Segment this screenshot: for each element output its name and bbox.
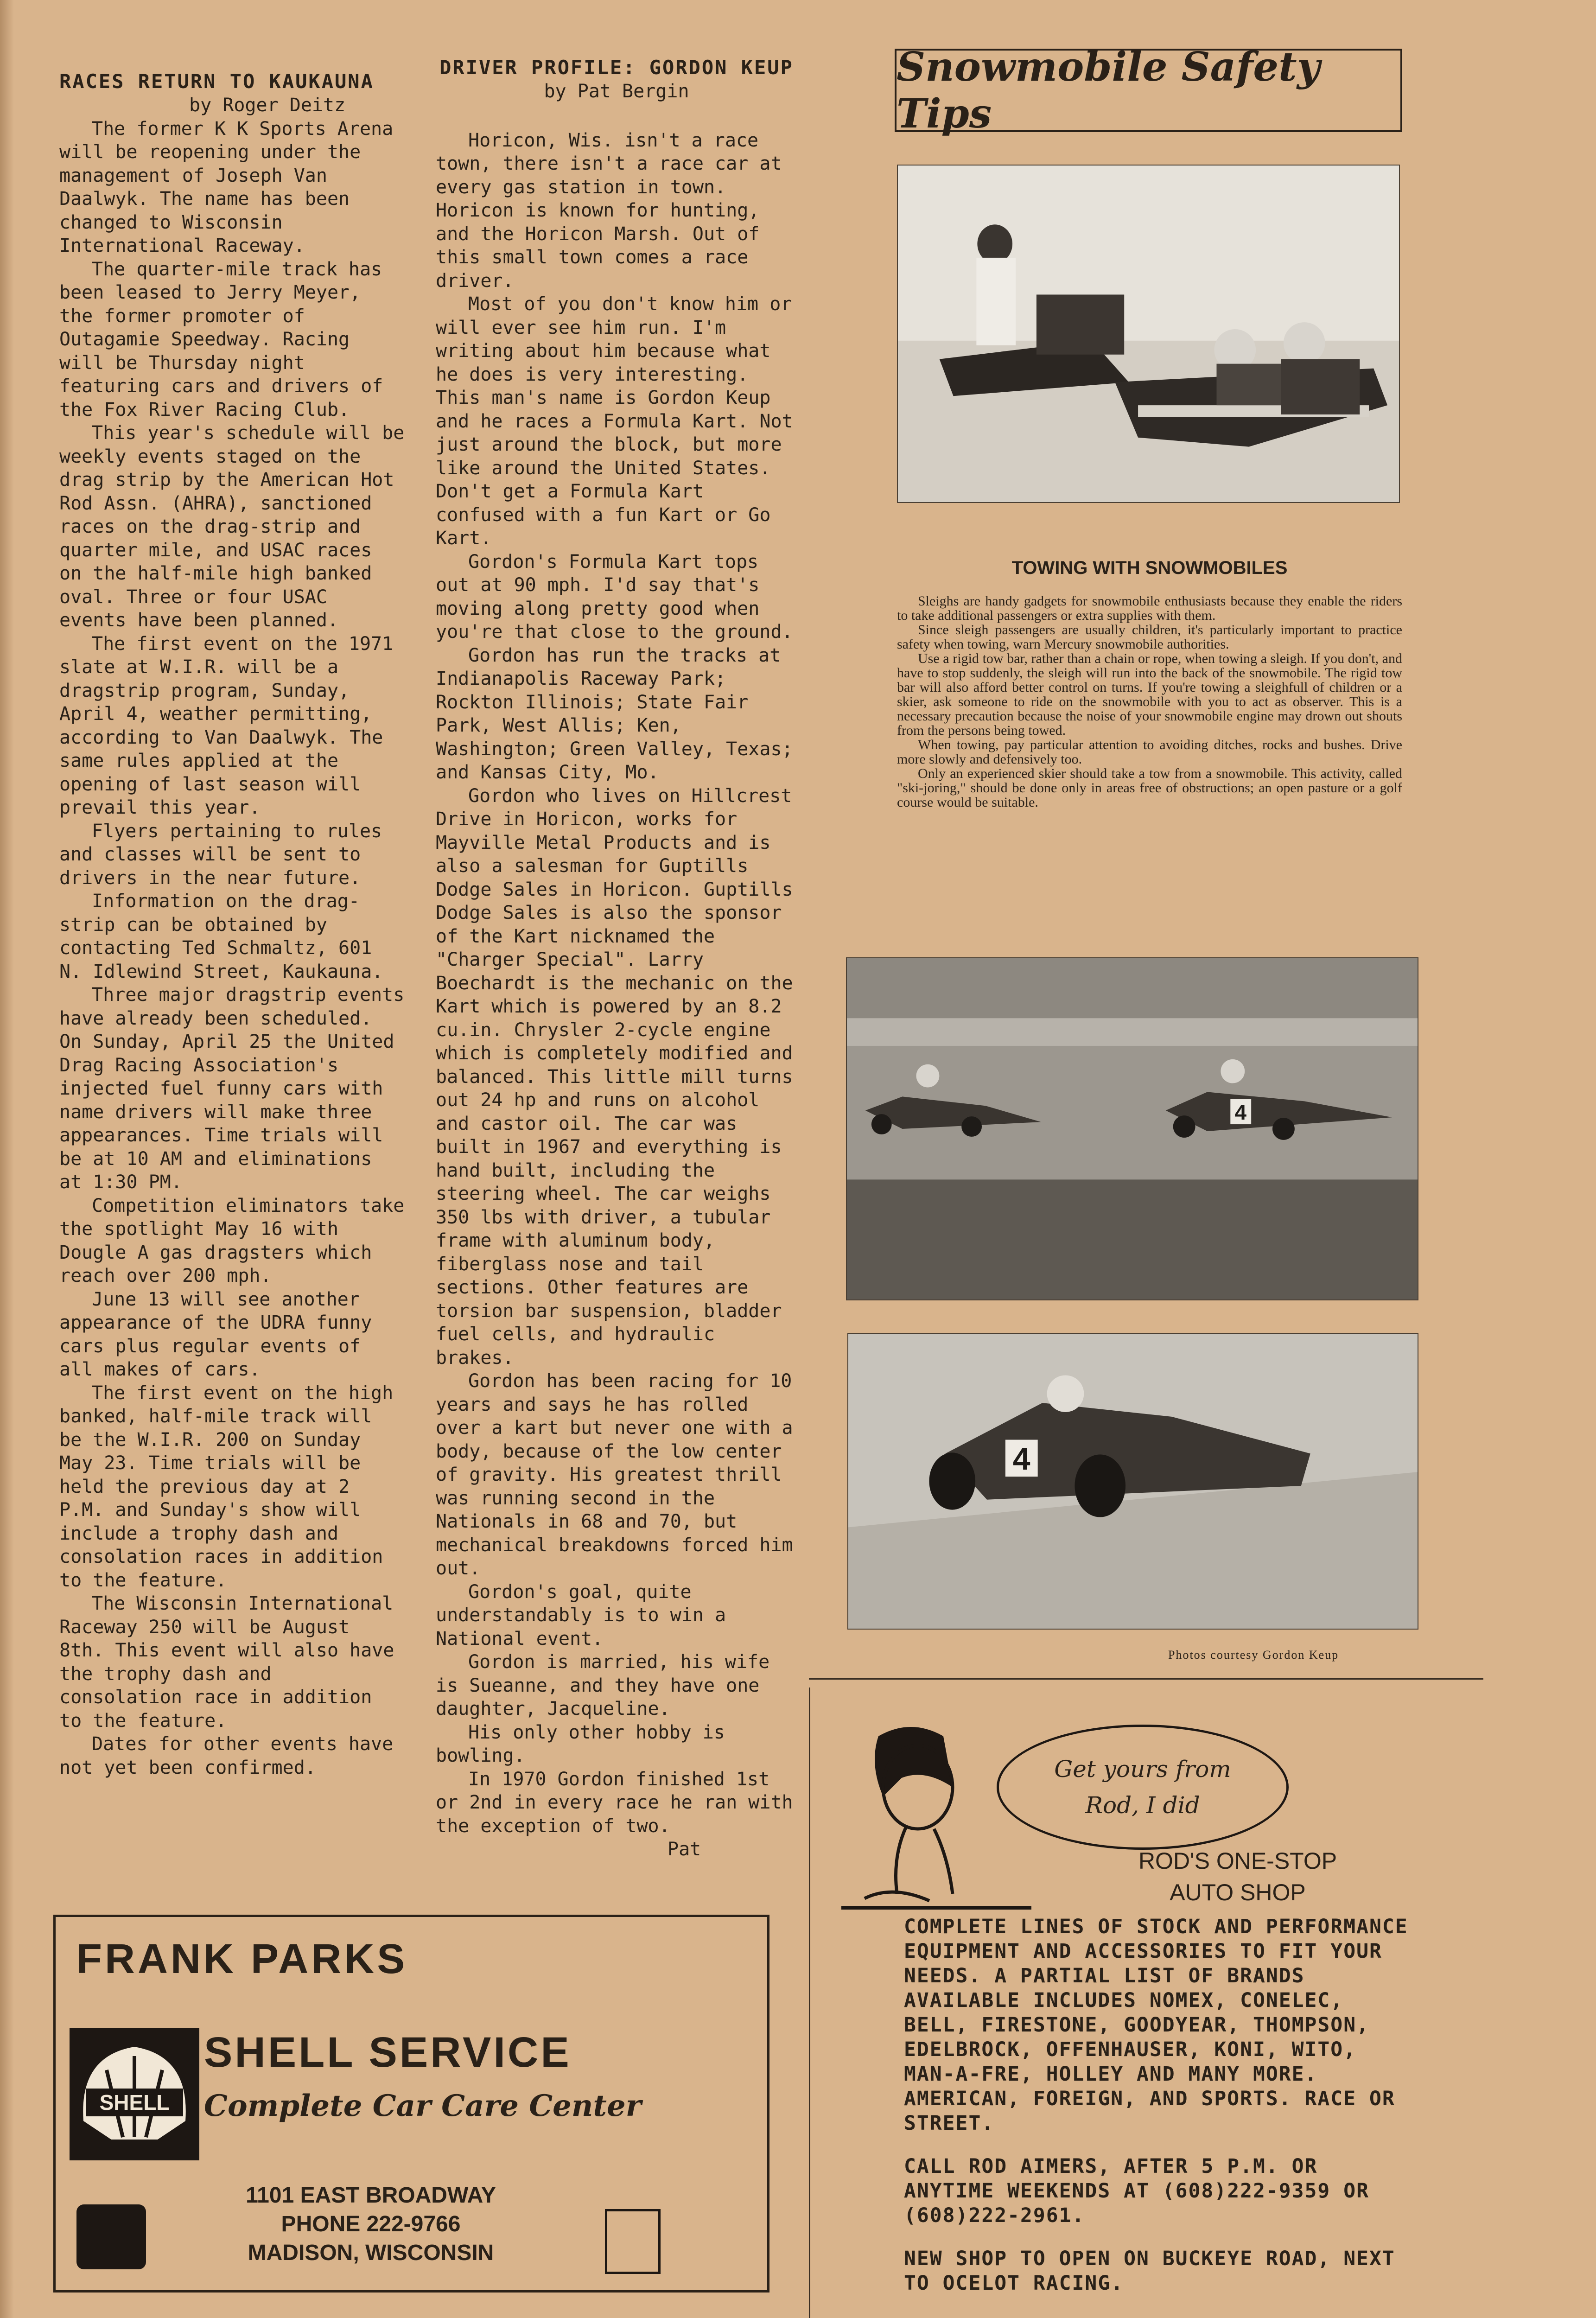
shop-contact: CALL ROD AIMERS, AFTER 5 P.M. OR ANYTIME WEEKENDS AT (608)222-9359 OR (608)222-2961. — [904, 2155, 1369, 2227]
paragraph: June 13 will see another appearance of the UDRA funny cars plus regular events of all makes of cars. — [59, 1288, 372, 1380]
kart-number: 4 — [1012, 1442, 1030, 1477]
speech-bubble — [997, 1725, 1289, 1850]
paragraph: Sleighs are handy gadgets for snowmobile enthusiasts because they enable the riders to take additional passengers or extra supplies with them. — [897, 593, 1402, 623]
allstate-icon — [76, 2204, 146, 2269]
article-driver-profile — [436, 56, 797, 1861]
paragraph: Gordon's Formula Kart tops out at 90 mph. I'd say that's moving along pretty good when you're that close to the ground. — [436, 551, 793, 643]
paragraph: Since sleigh passengers are usually children, it's particularly important to practice safety when towing, warn Mercury snowmobile authorities. — [897, 622, 1402, 652]
snowmobile-sleigh-photo — [897, 165, 1400, 503]
karts-racing-photo — [846, 957, 1418, 1300]
towing-heading: TOWING WITH SNOWMOBILES — [1011, 558, 1288, 578]
paragraph: Gordon's goal, quite understandably is to win a National event. — [436, 1581, 726, 1649]
paragraph: In 1970 Gordon finished 1st or 2nd in every race he ran with the exception of two. — [436, 1768, 793, 1837]
headline-races-return: RACES RETURN TO KAUKAUNA — [59, 70, 374, 93]
headline-driver-profile: DRIVER PROFILE: GORDON KEUP — [439, 56, 794, 79]
paragraph: When towing, pay particular attention to avoiding ditches, rocks and bushes. Drive more slowly and defensively too. — [897, 737, 1402, 767]
woman-illustration-icon — [837, 1718, 1031, 1917]
paragraph: Information on the drag-strip can be obtained by contacting Ted Schmaltz, 601 N. Idlewind Street, Kaukauna. — [59, 891, 383, 982]
snowmobile-safety-title: Snowmobile Safety Tips — [895, 49, 1402, 132]
green-stamps-icon — [605, 2209, 661, 2274]
phone-number: PHONE 222-9766 — [281, 2212, 461, 2236]
paragraph: The former K K Sports Arena will be reopening under the management of Joseph Van Daalwyk. The name has been changed to Wisconsin International Raceway. — [59, 118, 394, 256]
shop-details — [904, 1915, 1414, 2314]
paragraph: Competition eliminators take the spotlight May 16 with Dougle A gas dragsters which reach over 200 mph. — [59, 1195, 405, 1286]
divider-vertical — [809, 1688, 810, 2318]
byline-bergin: by Pat Bergin — [544, 81, 689, 102]
paragraph: Gordon has run the tracks at Indianapolis Raceway Park; Rockton Illinois; State Fair Park, West Allis; Ken, Washington; Green Valley, Texas; and Kansas City, Mo. — [436, 644, 793, 783]
paragraph: Most of you don't know him or will ever see him run. I'm writing about him because what he does is very interesting. This man's name is Gordon Keup and he races a Formula Kart. Not just around the block, but more like around the United States. Don't get a Formula Kart confused with a fun Kart or Go Kart. — [436, 293, 793, 549]
city: MADISON, WISCONSIN — [248, 2241, 494, 2265]
paragraph: His only other hobby is bowling. — [436, 1721, 725, 1766]
paragraph: Three major dragstrip events have already been scheduled. On Sunday, April 25 the United Drag Racing Association's injected fuel funny cars with name drivers will make three appearances. Time trials will be at 10 AM and eliminations at 1:30 PM. — [59, 984, 405, 1193]
paragraph: Gordon who lives on Hillcrest Drive in Horicon, works for Mayville Metal Products and is also a salesman for Guptills Dodge Sales in Horicon. Guptills Dodge Sales is also the sponsor of the Kart nicknamed the "Charger Special". Larry Boechardt is the mechanic on the Kart which is powered by an 8.2 cu.in. Chrysler 2-cycle engine which is completely modified and balanced. This little mill turns out 24 hp and runs on alcohol and castor oil. The car was built in 1967 and everything is hand built, including the steering wheel. The car weighs 350 lbs with driver, a tubular frame with aluminum body, fiberglass nose and tail sections. Other features are torsion bar suspension, bladder fuel cells, and hydraulic brakes. — [436, 785, 793, 1369]
kart-number: 4 — [1234, 1101, 1246, 1125]
shell-service: SHELL SERVICE — [204, 2029, 572, 2076]
paragraph: This year's schedule will be weekly events staged on the drag strip by the American Hot Rod Assn. (AHRA), sanctioned races on the drag-strip and quarter mile, and USAC races on the half-mile high banked oval. Three or four USAC events have been planned. — [59, 422, 405, 631]
paragraph: Dates for other events have not yet been confirmed. — [59, 1733, 394, 1778]
kart-closeup-photo — [847, 1333, 1418, 1630]
shop-new-location: NEW SHOP TO OPEN ON BUCKEYE ROAD, NEXT TO OCELOT RACING. — [904, 2247, 1395, 2295]
article-races-return — [59, 70, 405, 1779]
paragraph: The quarter-mile track has been leased to Jerry Meyer, the former promoter of Outagamie Speedway. Racing will be Thursday night featuring cars and drivers of the Fox River Racing Club. — [59, 258, 383, 420]
address-block — [167, 2181, 575, 2267]
paragraph: Use a rigid tow bar, rather than a chain or rope, when towing a sleigh. If you don't, and have to stop suddenly, the sleigh will run into the back of the snowmobile. The rigid tow bar will also afford better control on turns. If you're towing a sleighfull of children or a skier, ask someone to ride on the snowmobile with you to act as observer. This is a necessary precaution because the noise of your snowmobile engine may drown out shouts from the persons being towed. — [897, 651, 1402, 738]
paragraph: Only an experienced skier should take a tow from a snowmobile. This activity, called "ski-joring," should be done only in areas free of obstructions; an open pasture or a golf course would be suitable. — [897, 766, 1402, 810]
shop-description: COMPLETE LINES OF STOCK AND PERFORMANCE EQUIPMENT AND ACCESSORIES TO FIT YOUR NEEDS. A PARTIAL LIST OF BRANDS AVAILABLE INCLUDES NOMEX, CONELEC, BELL, FIRESTONE, GOODYEAR, THOMPSON, EDELBROCK, OFFENHAUSER, KONI, WITO, MAN-A-FRE, HOLLEY AND MANY MORE. AMERICAN, FOREIGN, AND SPORTS. RACE OR STREET. — [904, 1915, 1408, 2135]
ad-title: FRANK PARKS — [76, 1936, 408, 1982]
bubble-line-2: Rod, I did — [1085, 1792, 1200, 1819]
paragraph: Gordon has been racing for 10 years and says he has rolled over a kart but never one with a body, because of the low center of gravity. His greatest thrill was running second in the Nationals in 68 and 70, but mechanical breakdowns forced him out. — [436, 1370, 793, 1579]
paragraph: Horicon, Wis. isn't a race town, there isn't a race car at every gas station in town. Horicon is known for hunting, and the Horicon Marsh. Out of this small town comes a race driver. — [436, 129, 782, 292]
towing-article — [897, 558, 1402, 810]
paragraph: The first event on the high banked, half-mile track will be the W.I.R. 200 on Sunday May 23. Time trials will be held the previous day at 2 P.M. and Sunday's show will include a trophy dash and consolation races in addition to the feature. — [59, 1382, 394, 1591]
paragraph: Gordon is married, his wife is Sueanne, and they have one daughter, Jacqueline. — [436, 1651, 770, 1719]
page-edge — [0, 0, 14, 2318]
shop-name — [1117, 1845, 1358, 1908]
paragraph: The first event on the 1971 slate at W.I.R. will be a dragstrip program, Sunday, April 4, weather permitting, according to Van Daalwyk. The same rules applied at the opening of last season will prevail this year. — [59, 633, 394, 818]
bubble-line-1: Get yours from — [1054, 1756, 1231, 1783]
shell-logo-text: SHELL — [99, 2090, 170, 2114]
signature: Pat — [668, 1839, 701, 1860]
shop-name-line-2: AUTO SHOP — [1170, 1879, 1306, 1905]
divider-horizontal — [809, 1678, 1483, 1680]
ad-frank-parks-shell — [53, 1915, 769, 2293]
paragraph: The Wisconsin International Raceway 250 will be August 8th. This event will also have the trophy dash and consolation race in addition to the feature. — [59, 1593, 394, 1732]
shop-name-line-1: ROD'S ONE-STOP — [1138, 1848, 1337, 1874]
photo-credit: Photos courtesy Gordon Keup — [1168, 1648, 1339, 1662]
shell-logo-icon — [70, 2028, 199, 2160]
paragraph: Flyers pertaining to rules and classes will be sent to drivers in the near future. — [59, 820, 382, 889]
ad-rods-auto-shop — [820, 1706, 1442, 2318]
byline-deitz: by Roger Deitz — [189, 95, 346, 116]
street-address: 1101 EAST BROADWAY — [246, 2183, 496, 2208]
care-center-tagline: Complete Car Care Center — [204, 2089, 642, 2123]
